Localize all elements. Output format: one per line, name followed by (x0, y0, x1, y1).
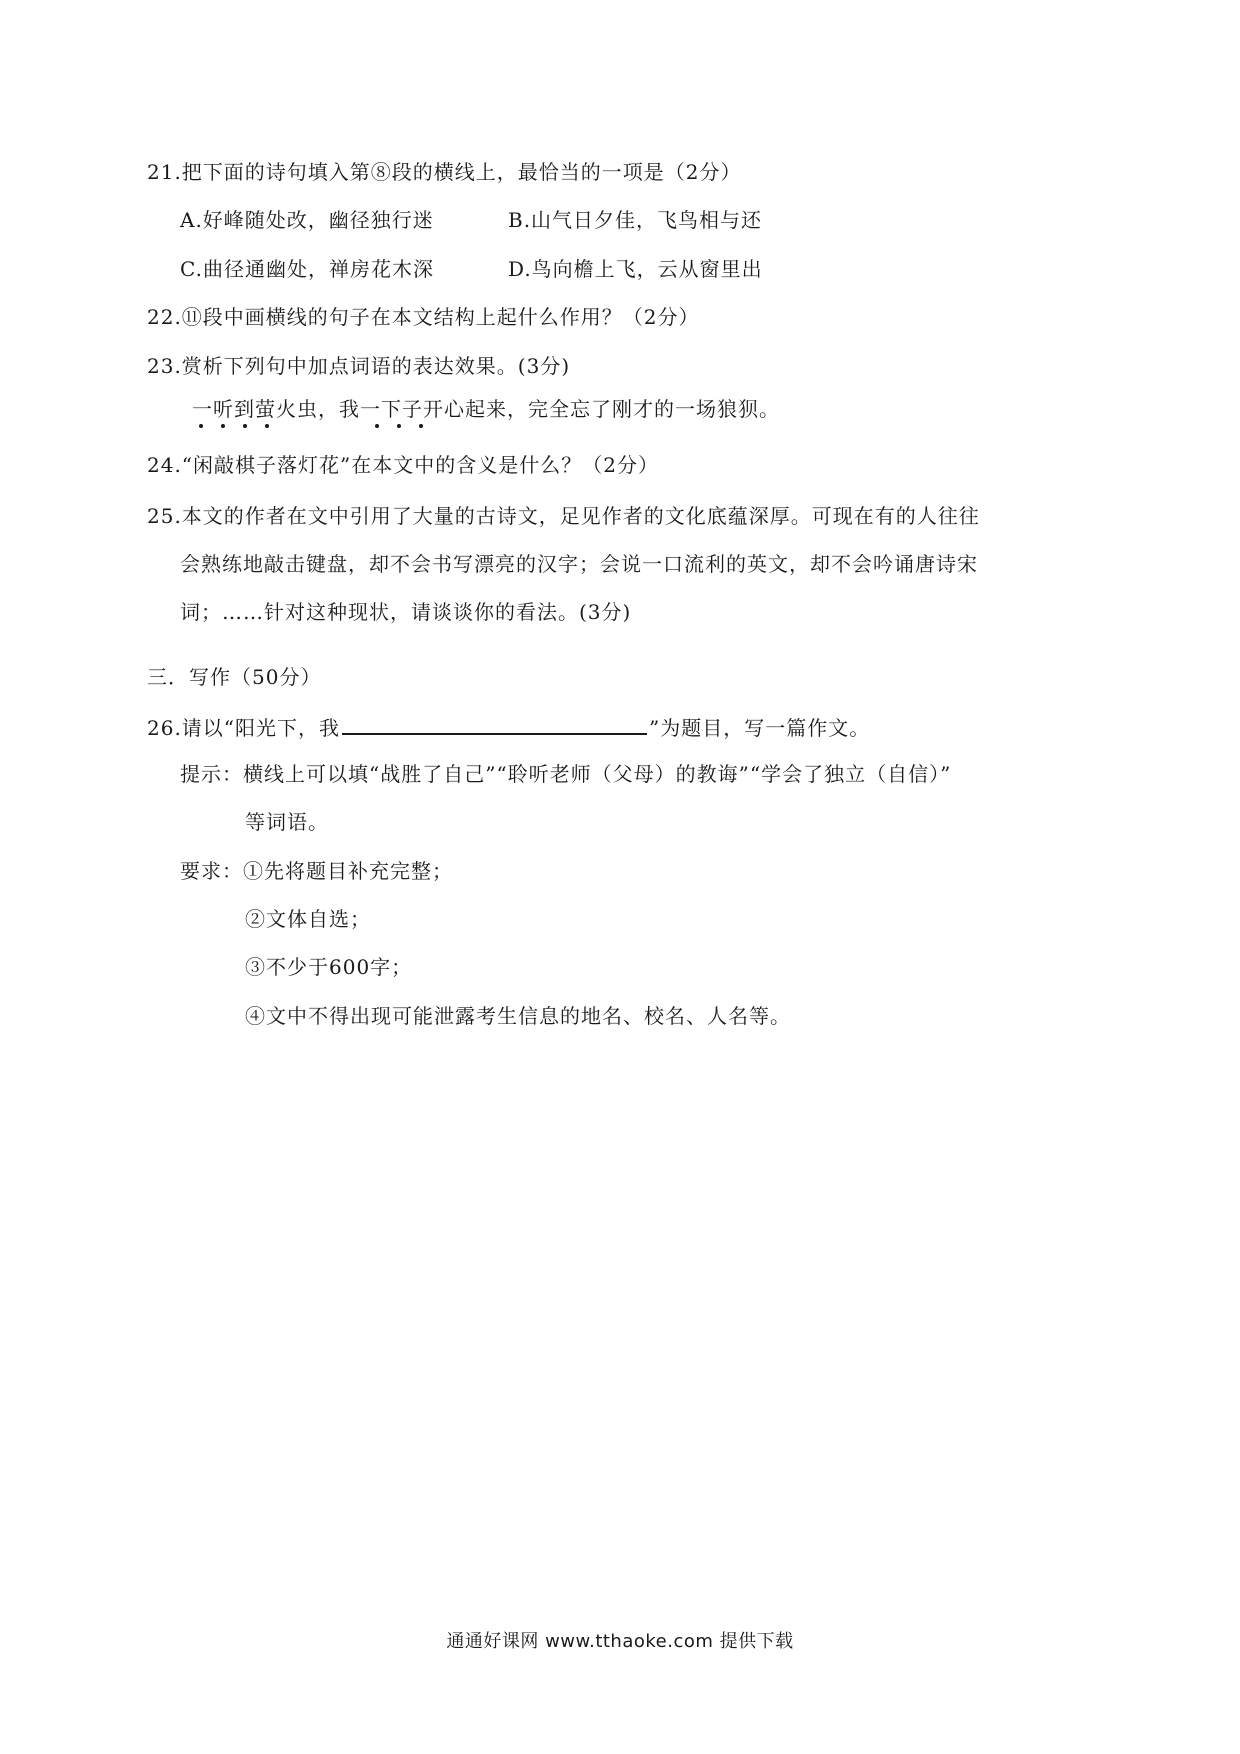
emphasis-dot (243, 424, 247, 428)
q26-requirement-2: ②文体自选； (245, 907, 371, 931)
emphasis-dot (265, 424, 269, 428)
q23-stem: 23.赏析下列句中加点词语的表达效果。(3分) (147, 354, 571, 378)
emphasis-dot (221, 424, 225, 428)
q25-line-3: 词；……针对这种现状，请谈谈你的看法。(3分) (180, 600, 632, 624)
q26-stem-after: ”为题目，写一篇作文。 (649, 716, 871, 740)
q26-stem-before: 26.请以“阳光下，我 (147, 716, 341, 740)
q26-requirement-4: ④文中不得出现可能泄露考生信息的地名、校名、人名等。 (245, 1004, 791, 1028)
q22-stem: 22.⑪段中画横线的句子在本文结构上起什么作用？（2分） (147, 305, 700, 329)
title-blank-line (342, 711, 647, 735)
q24-stem: 24.“闲敲棋子落灯花”在本文中的含义是什么？（2分） (147, 453, 659, 477)
emphasis-dot (419, 424, 423, 428)
q26-hint-line-1: 提示：横线上可以填“战胜了自己”“聆听老师（父母）的教诲”“学会了独立（自信）” (180, 762, 952, 786)
emphasis-dot (375, 424, 379, 428)
emphasis-dot (397, 424, 401, 428)
q21-option-d: D.鸟向檐上飞，云从窗里出 (508, 257, 763, 281)
q21-option-b: B.山气日夕佳，飞鸟相与还 (508, 208, 763, 232)
emphasis-dot (199, 424, 203, 428)
q25-line-1: 25.本文的作者在文中引用了大量的古诗文，足见作者的文化底蕴深厚。可现在有的人往往 (147, 504, 980, 528)
section-3-title: 三．写作（50分） (147, 665, 322, 689)
q26-hint-line-2: 等词语。 (245, 810, 329, 834)
q21-option-a: A.好峰随处改，幽径独行迷 (180, 208, 434, 232)
q21-stem: 21.把下面的诗句填入第⑧段的横线上，最恰当的一项是（2分） (147, 160, 742, 184)
q21-option-c: C.曲径通幽处，禅房花木深 (180, 257, 434, 281)
q26-requirement-1: 要求：①先将题目补充完整； (180, 859, 453, 883)
q26-requirement-3: ③不少于600字； (245, 955, 413, 979)
q23-sentence: 一听到萤火虫，我一下子开心起来，完全忘了刚才的一场狼狈。 (192, 397, 780, 421)
footer-source: 通通好课网 www.tthaoke.com 提供下载 (446, 1631, 794, 1652)
q25-line-2: 会熟练地敲击键盘，却不会书写漂亮的汉字；会说一口流利的英文，却不会吟诵唐诗宋 (180, 552, 978, 576)
q26-stem (147, 711, 870, 742)
